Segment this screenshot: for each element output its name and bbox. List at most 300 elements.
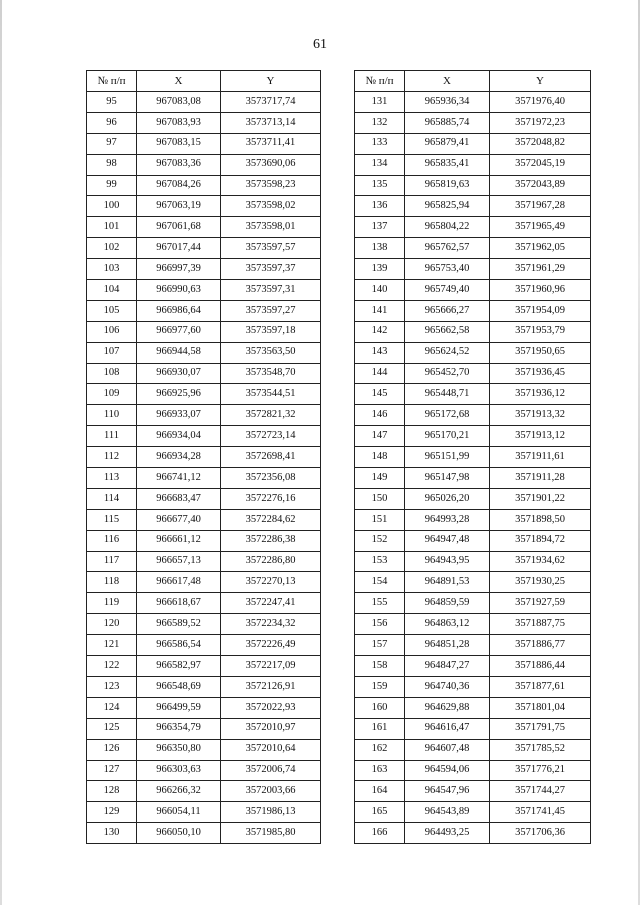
x-coordinate: 967061,68: [137, 217, 221, 238]
x-coordinate: 965835,41: [405, 154, 490, 175]
table-row: [87, 739, 321, 760]
x-coordinate: 967083,08: [137, 92, 221, 113]
point-number: 165: [355, 802, 405, 823]
table-row: [355, 635, 591, 656]
table-row: [355, 238, 591, 259]
point-number: 134: [355, 154, 405, 175]
coordinates-table-left: [86, 70, 321, 844]
x-coordinate: 966657,13: [137, 551, 221, 572]
point-number: 142: [355, 321, 405, 342]
x-coordinate: 965452,70: [405, 363, 490, 384]
table-row: [87, 823, 321, 844]
y-coordinate: 3571801,04: [490, 697, 591, 718]
y-coordinate: 3572010,64: [221, 739, 321, 760]
point-number: 143: [355, 342, 405, 363]
point-number: 163: [355, 760, 405, 781]
point-number: 129: [87, 802, 137, 823]
y-coordinate: 3571965,49: [490, 217, 591, 238]
x-coordinate: 964740,36: [405, 676, 490, 697]
table-row: [87, 572, 321, 593]
point-number: 114: [87, 488, 137, 509]
point-number: 153: [355, 551, 405, 572]
table-row: [355, 342, 591, 363]
table-row: [355, 530, 591, 551]
x-coordinate: 966997,39: [137, 259, 221, 280]
table-row: [87, 154, 321, 175]
x-coordinate: 965804,22: [405, 217, 490, 238]
x-coordinate: 967017,44: [137, 238, 221, 259]
y-coordinate: 3572821,32: [221, 405, 321, 426]
table-row: [355, 697, 591, 718]
point-number: 166: [355, 823, 405, 844]
y-coordinate: 3571953,79: [490, 321, 591, 342]
point-number: 121: [87, 635, 137, 656]
x-coordinate: 964547,96: [405, 781, 490, 802]
point-number: 132: [355, 112, 405, 133]
x-coordinate: 966266,32: [137, 781, 221, 802]
x-coordinate: 964863,12: [405, 614, 490, 635]
y-coordinate: 3572048,82: [490, 133, 591, 154]
y-coordinate: 3571913,32: [490, 405, 591, 426]
x-coordinate: 964493,25: [405, 823, 490, 844]
table-row: [355, 802, 591, 823]
x-coordinate: 964847,27: [405, 656, 490, 677]
x-coordinate: 966350,80: [137, 739, 221, 760]
y-coordinate: 3572010,97: [221, 718, 321, 739]
table-row: [355, 509, 591, 530]
table-row: [355, 676, 591, 697]
point-number: 102: [87, 238, 137, 259]
table-row: [355, 760, 591, 781]
table-row: [355, 572, 591, 593]
y-coordinate: 3572247,41: [221, 593, 321, 614]
x-coordinate: 965172,68: [405, 405, 490, 426]
point-number: 103: [87, 259, 137, 280]
table-row: [87, 656, 321, 677]
table-row: [87, 321, 321, 342]
y-coordinate: 3571936,12: [490, 384, 591, 405]
point-number: 133: [355, 133, 405, 154]
x-coordinate: 966618,67: [137, 593, 221, 614]
point-number: 141: [355, 300, 405, 321]
point-number: 100: [87, 196, 137, 217]
point-number: 106: [87, 321, 137, 342]
x-coordinate: 966683,47: [137, 488, 221, 509]
table-row: [355, 593, 591, 614]
table-row: [87, 238, 321, 259]
point-number: 161: [355, 718, 405, 739]
x-coordinate: 966617,48: [137, 572, 221, 593]
y-coordinate: 3571886,77: [490, 635, 591, 656]
y-coordinate: 3571877,61: [490, 676, 591, 697]
y-coordinate: 3572217,09: [221, 656, 321, 677]
point-number: 117: [87, 551, 137, 572]
y-coordinate: 3573597,57: [221, 238, 321, 259]
x-coordinate: 965885,74: [405, 112, 490, 133]
point-number: 111: [87, 426, 137, 447]
point-number: 105: [87, 300, 137, 321]
y-coordinate: 3573563,50: [221, 342, 321, 363]
header-x: X: [405, 71, 490, 92]
x-coordinate: 965936,34: [405, 92, 490, 113]
table-row: [87, 300, 321, 321]
y-coordinate: 3572286,38: [221, 530, 321, 551]
x-coordinate: 965825,94: [405, 196, 490, 217]
y-coordinate: 3571706,36: [490, 823, 591, 844]
y-coordinate: 3571972,23: [490, 112, 591, 133]
point-number: 119: [87, 593, 137, 614]
point-number: 164: [355, 781, 405, 802]
point-number: 140: [355, 280, 405, 301]
y-coordinate: 3571986,13: [221, 802, 321, 823]
header-y: Y: [490, 71, 591, 92]
x-coordinate: 966586,54: [137, 635, 221, 656]
y-coordinate: 3572698,41: [221, 447, 321, 468]
table-row: [355, 133, 591, 154]
point-number: 162: [355, 739, 405, 760]
table-row: [87, 802, 321, 823]
y-coordinate: 3571976,40: [490, 92, 591, 113]
x-coordinate: 966589,52: [137, 614, 221, 635]
y-coordinate: 3571911,28: [490, 468, 591, 489]
y-coordinate: 3572043,89: [490, 175, 591, 196]
table-header-row: [87, 71, 321, 92]
y-coordinate: 3572022,93: [221, 697, 321, 718]
table-row: [87, 593, 321, 614]
point-number: 96: [87, 112, 137, 133]
y-coordinate: 3573598,01: [221, 217, 321, 238]
point-number: 147: [355, 426, 405, 447]
x-coordinate: 965879,41: [405, 133, 490, 154]
point-number: 125: [87, 718, 137, 739]
point-number: 109: [87, 384, 137, 405]
x-coordinate: 966548,69: [137, 676, 221, 697]
point-number: 128: [87, 781, 137, 802]
point-number: 99: [87, 175, 137, 196]
point-number: 123: [87, 676, 137, 697]
point-number: 157: [355, 635, 405, 656]
point-number: 110: [87, 405, 137, 426]
point-number: 124: [87, 697, 137, 718]
table-row: [355, 739, 591, 760]
point-number: 152: [355, 530, 405, 551]
point-number: 115: [87, 509, 137, 530]
y-coordinate: 3571930,25: [490, 572, 591, 593]
point-number: 122: [87, 656, 137, 677]
table-row: [355, 781, 591, 802]
y-coordinate: 3572284,62: [221, 509, 321, 530]
table-row: [87, 635, 321, 656]
x-coordinate: 965624,52: [405, 342, 490, 363]
table-row: [355, 614, 591, 635]
table-row: [87, 468, 321, 489]
table-row: [87, 259, 321, 280]
y-coordinate: 3571967,28: [490, 196, 591, 217]
point-number: 158: [355, 656, 405, 677]
table-row: [355, 280, 591, 301]
x-coordinate: 967084,26: [137, 175, 221, 196]
x-coordinate: 964851,28: [405, 635, 490, 656]
point-number: 98: [87, 154, 137, 175]
table-row: [87, 112, 321, 133]
y-coordinate: 3571894,72: [490, 530, 591, 551]
point-number: 154: [355, 572, 405, 593]
y-coordinate: 3572356,08: [221, 468, 321, 489]
x-coordinate: 967083,93: [137, 112, 221, 133]
point-number: 97: [87, 133, 137, 154]
point-number: 108: [87, 363, 137, 384]
x-coordinate: 966930,07: [137, 363, 221, 384]
x-coordinate: 966354,79: [137, 718, 221, 739]
point-number: 118: [87, 572, 137, 593]
x-coordinate: 964594,06: [405, 760, 490, 781]
y-coordinate: 3573717,74: [221, 92, 321, 113]
point-number: 156: [355, 614, 405, 635]
x-coordinate: 965448,71: [405, 384, 490, 405]
table-row: [87, 509, 321, 530]
point-number: 135: [355, 175, 405, 196]
x-coordinate: 966925,96: [137, 384, 221, 405]
x-coordinate: 964993,28: [405, 509, 490, 530]
y-coordinate: 3573597,18: [221, 321, 321, 342]
y-coordinate: 3571911,61: [490, 447, 591, 468]
table-row: [355, 154, 591, 175]
point-number: 160: [355, 697, 405, 718]
y-coordinate: 3571887,75: [490, 614, 591, 635]
table-row: [355, 718, 591, 739]
table-row: [355, 175, 591, 196]
table-row: [87, 342, 321, 363]
point-number: 113: [87, 468, 137, 489]
scan-edge-left: [0, 0, 2, 905]
point-number: 139: [355, 259, 405, 280]
y-coordinate: 3571936,45: [490, 363, 591, 384]
table-row: [87, 217, 321, 238]
y-coordinate: 3571950,65: [490, 342, 591, 363]
x-coordinate: 965151,99: [405, 447, 490, 468]
y-coordinate: 3572006,74: [221, 760, 321, 781]
point-number: 138: [355, 238, 405, 259]
header-x: X: [137, 71, 221, 92]
table-row: [87, 447, 321, 468]
table-row: [355, 92, 591, 113]
table-row: [87, 405, 321, 426]
y-coordinate: 3573598,02: [221, 196, 321, 217]
header-number: № п/п: [355, 71, 405, 92]
y-coordinate: 3573711,41: [221, 133, 321, 154]
x-coordinate: 966677,40: [137, 509, 221, 530]
y-coordinate: 3573597,37: [221, 259, 321, 280]
x-coordinate: 965662,58: [405, 321, 490, 342]
y-coordinate: 3571791,75: [490, 718, 591, 739]
table-row: [87, 280, 321, 301]
y-coordinate: 3573690,06: [221, 154, 321, 175]
table-row: [355, 468, 591, 489]
point-number: 127: [87, 760, 137, 781]
x-coordinate: 965666,27: [405, 300, 490, 321]
x-coordinate: 964947,48: [405, 530, 490, 551]
x-coordinate: 965819,63: [405, 175, 490, 196]
table-row: [355, 384, 591, 405]
table-row: [355, 363, 591, 384]
y-coordinate: 3573597,27: [221, 300, 321, 321]
table-row: [355, 217, 591, 238]
x-coordinate: 965147,98: [405, 468, 490, 489]
point-number: 107: [87, 342, 137, 363]
x-coordinate: 967083,15: [137, 133, 221, 154]
y-coordinate: 3571961,29: [490, 259, 591, 280]
table-row: [355, 488, 591, 509]
x-coordinate: 964629,88: [405, 697, 490, 718]
point-number: 145: [355, 384, 405, 405]
point-number: 130: [87, 823, 137, 844]
x-coordinate: 965026,20: [405, 488, 490, 509]
y-coordinate: 3572126,91: [221, 676, 321, 697]
x-coordinate: 967063,19: [137, 196, 221, 217]
point-number: 155: [355, 593, 405, 614]
point-number: 150: [355, 488, 405, 509]
point-number: 112: [87, 447, 137, 468]
x-coordinate: 966986,64: [137, 300, 221, 321]
point-number: 148: [355, 447, 405, 468]
table-row: [87, 781, 321, 802]
point-number: 101: [87, 217, 137, 238]
x-coordinate: 966933,07: [137, 405, 221, 426]
point-number: 126: [87, 739, 137, 760]
y-coordinate: 3571886,44: [490, 656, 591, 677]
x-coordinate: 966661,12: [137, 530, 221, 551]
x-coordinate: 966977,60: [137, 321, 221, 342]
y-coordinate: 3573544,51: [221, 384, 321, 405]
y-coordinate: 3573713,14: [221, 112, 321, 133]
x-coordinate: 965170,21: [405, 426, 490, 447]
point-number: 146: [355, 405, 405, 426]
y-coordinate: 3573598,23: [221, 175, 321, 196]
coordinates-table-right: [354, 70, 591, 844]
table-header-row: [355, 71, 591, 92]
table-row: [87, 175, 321, 196]
y-coordinate: 3573597,31: [221, 280, 321, 301]
y-coordinate: 3573548,70: [221, 363, 321, 384]
y-coordinate: 3572003,66: [221, 781, 321, 802]
table-row: [87, 551, 321, 572]
table-row: [87, 760, 321, 781]
x-coordinate: 966303,63: [137, 760, 221, 781]
table-row: [87, 196, 321, 217]
table-row: [355, 405, 591, 426]
y-coordinate: 3571741,45: [490, 802, 591, 823]
x-coordinate: 964607,48: [405, 739, 490, 760]
point-number: 136: [355, 196, 405, 217]
header-number: № п/п: [87, 71, 137, 92]
point-number: 95: [87, 92, 137, 113]
point-number: 137: [355, 217, 405, 238]
x-coordinate: 966741,12: [137, 468, 221, 489]
x-coordinate: 964891,53: [405, 572, 490, 593]
table-row: [87, 92, 321, 113]
table-row: [87, 614, 321, 635]
table-row: [355, 426, 591, 447]
table-row: [87, 384, 321, 405]
y-coordinate: 3571985,80: [221, 823, 321, 844]
y-coordinate: 3571776,21: [490, 760, 591, 781]
x-coordinate: 965753,40: [405, 259, 490, 280]
x-coordinate: 966934,04: [137, 426, 221, 447]
x-coordinate: 965762,57: [405, 238, 490, 259]
point-number: 116: [87, 530, 137, 551]
y-coordinate: 3572270,13: [221, 572, 321, 593]
table-row: [355, 551, 591, 572]
table-row: [87, 697, 321, 718]
y-coordinate: 3572276,16: [221, 488, 321, 509]
x-coordinate: 964943,95: [405, 551, 490, 572]
y-coordinate: 3571913,12: [490, 426, 591, 447]
table-row: [87, 133, 321, 154]
page-number: 61: [313, 37, 327, 52]
point-number: 131: [355, 92, 405, 113]
point-number: 151: [355, 509, 405, 530]
x-coordinate: 966054,11: [137, 802, 221, 823]
x-coordinate: 964859,59: [405, 593, 490, 614]
x-coordinate: 966499,59: [137, 697, 221, 718]
y-coordinate: 3572226,49: [221, 635, 321, 656]
point-number: 104: [87, 280, 137, 301]
x-coordinate: 967083,36: [137, 154, 221, 175]
point-number: 149: [355, 468, 405, 489]
x-coordinate: 964543,89: [405, 802, 490, 823]
y-coordinate: 3572286,80: [221, 551, 321, 572]
y-coordinate: 3572234,32: [221, 614, 321, 635]
x-coordinate: 964616,47: [405, 718, 490, 739]
y-coordinate: 3571954,09: [490, 300, 591, 321]
x-coordinate: 966050,10: [137, 823, 221, 844]
x-coordinate: 965749,40: [405, 280, 490, 301]
table-row: [355, 447, 591, 468]
table-row: [87, 676, 321, 697]
table-row: [355, 196, 591, 217]
y-coordinate: 3571960,96: [490, 280, 591, 301]
y-coordinate: 3571934,62: [490, 551, 591, 572]
table-row: [87, 488, 321, 509]
y-coordinate: 3571962,05: [490, 238, 591, 259]
y-coordinate: 3571927,59: [490, 593, 591, 614]
y-coordinate: 3572045,19: [490, 154, 591, 175]
table-row: [355, 112, 591, 133]
y-coordinate: 3572723,14: [221, 426, 321, 447]
header-y: Y: [221, 71, 321, 92]
table-row: [355, 300, 591, 321]
x-coordinate: 966582,97: [137, 656, 221, 677]
table-row: [87, 718, 321, 739]
table-row: [87, 363, 321, 384]
y-coordinate: 3571898,50: [490, 509, 591, 530]
x-coordinate: 966990,63: [137, 280, 221, 301]
point-number: 120: [87, 614, 137, 635]
point-number: 144: [355, 363, 405, 384]
y-coordinate: 3571901,22: [490, 488, 591, 509]
table-row: [355, 823, 591, 844]
x-coordinate: 966944,58: [137, 342, 221, 363]
x-coordinate: 966934,28: [137, 447, 221, 468]
point-number: 159: [355, 676, 405, 697]
table-row: [355, 259, 591, 280]
y-coordinate: 3571744,27: [490, 781, 591, 802]
table-row: [355, 656, 591, 677]
table-row: [355, 321, 591, 342]
y-coordinate: 3571785,52: [490, 739, 591, 760]
table-row: [87, 530, 321, 551]
table-row: [87, 426, 321, 447]
